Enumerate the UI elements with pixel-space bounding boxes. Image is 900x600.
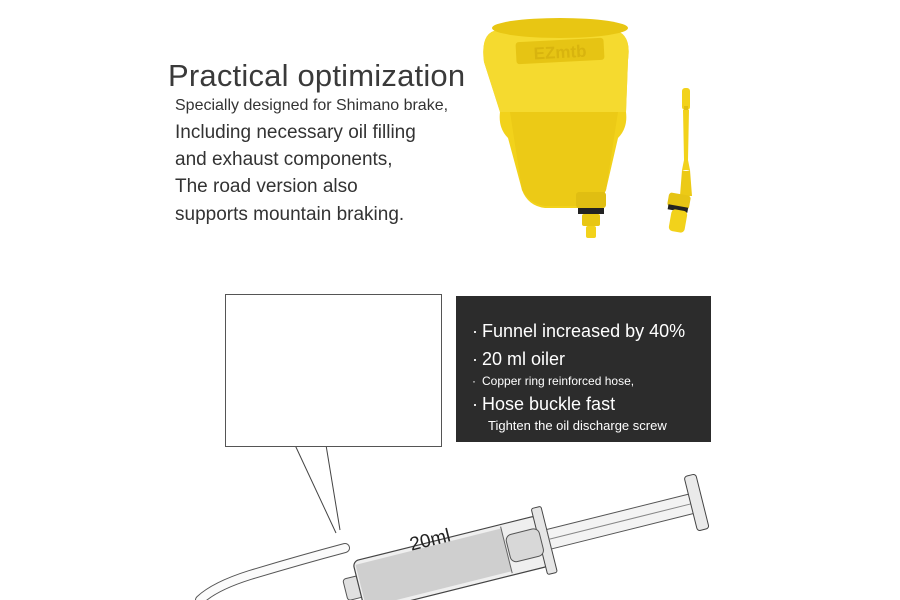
bullet-dot: · — [472, 394, 478, 414]
bullet-dot: · — [472, 374, 476, 388]
description-line: Specially designed for Shimano brake, — [175, 97, 449, 114]
funnel-brand-text: EZmtb — [533, 41, 587, 64]
syringe-volume-label: 20ml — [407, 525, 453, 556]
description-line: The road version also — [175, 176, 358, 197]
page-title: Practical optimization — [168, 58, 466, 93]
feature-panel — [456, 296, 711, 442]
feature-text: 20 ml oiler — [482, 349, 566, 369]
description-line: and exhaust components, — [175, 149, 393, 170]
feature-subtext: Tighten the oil discharge screw — [488, 418, 667, 433]
feature-item — [472, 321, 685, 342]
feature-text: Copper ring reinforced hose, — [482, 374, 635, 388]
feature-text: Funnel increased by 40% — [482, 321, 686, 341]
feature-item — [472, 374, 634, 388]
bullet-dot: · — [472, 349, 478, 369]
description-line: Including necessary oil filling — [175, 122, 416, 143]
bullet-dot: · — [472, 321, 478, 341]
feature-item — [472, 394, 615, 415]
feature-text: Hose buckle fast — [482, 394, 616, 414]
description-line: supports mountain braking. — [175, 204, 405, 225]
feature-item — [472, 349, 565, 370]
